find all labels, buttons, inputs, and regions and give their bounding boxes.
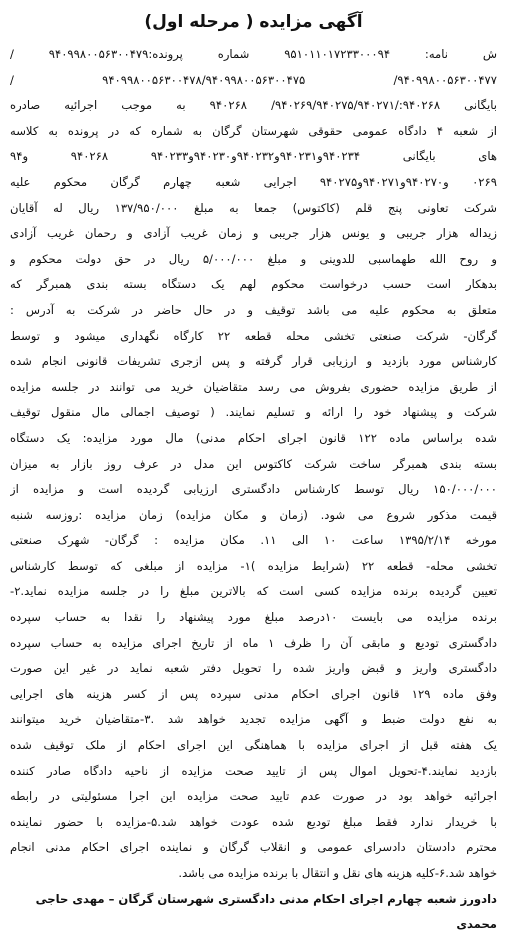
notice-line: شرکت تعاونی پنج قلم (کاکتوس) جمعا به مبلغ ۱۳۷/۹۵۰/۰۰۰ ریال له آقایان (10, 200, 497, 215)
notice-line: زیداله هزار جریبی و یونس هزار جریبی و زمان غریب آزادی و رحمان غریب آزادی (10, 226, 497, 241)
notice-line: اجرائیه خواهد بود در صورت عدم تایید صحت مزایده این اجرا مسئولیتی در رابطه (10, 789, 497, 804)
notice-line: ش نامه: ۹۵۱۰۱۱۰۱۷۲۳۳۰۰۰۹۴ شماره پرونده:۹۴۰۹۹۸۰۰۵۶۳۰۰۴۷۹ / (10, 47, 497, 61)
notice-line: شده براساس ماده ۱۲۲ قانون اجرای احکام مدنی) مال مورد مزایده: یک دستگاه (10, 430, 497, 445)
notice-line: شرکت و پیشنهاد خود را ارائه و تسلیم نمایند. ( توصیف اجمالی مال منقول توقیف (10, 405, 497, 420)
notice-line: وفق ماده ۱۲۹ قانون اجرای احکام مدنی سپرده پس از کسر هزینه های اجرایی (10, 686, 497, 701)
signature-line: دادورز شعبه چهارم اجرای احکام مدنی دادگستری شهرستان گرگان – مهدی حاجی (35, 891, 497, 906)
notice-line: دادگستری تودیع و مابقی آن را ظرف ۱ ماه از تاریخ اجرای مزایده به حساب سپرده (10, 635, 497, 650)
notice-line: مورخه ۱۳۹۵/۲/۱۴ ساعت ۱۰ الی ۱۱. مکان مزایده : گرگان- شهرک صنعتی (10, 533, 497, 548)
notice-line: تعیین گردیده برنده مزایده کسی است که بالاترین مبلغ را در جلسه مزایده نماید.۲- (10, 584, 497, 599)
notice-line: بازدید نمایند.۴-تحویل اموال پس از تایید صحت مزایده از ناحیه دادگاه صادر کننده (10, 763, 497, 778)
notice-line: ۰۲۶۹ و۹۴۰۲۷۰و۹۴۰۲۷۱و۹۴۰۲۷۵ اجرایی شعبه چهارم گرگان محکوم علیه (10, 174, 497, 189)
notice-line: متعلق به محکوم علیه می باشد توقیف و در حال حاضر در شرکت به آدرس : (10, 302, 497, 317)
notice-line: از شعبه ۴ دادگاه عمومی حقوقی شهرستان گرگان به شماره که در پرونده به کلاسه (10, 123, 497, 138)
notice-body (10, 42, 497, 887)
notice-line: بایگانی ۹۴۰۲۶۸:/۹۴۰۲۶۹/۹۴۰۲۷۵/۹۴۰۲۷۱/ ۹۴۰۲۶۸ به موجب اجرائیه صادره (10, 98, 497, 113)
notice-line: قیمت مذکور شروع می شود. (زمان و مکان مزایده) زمان مزایده :روزسه شنبه (10, 507, 497, 522)
notice-line: های بایگانی ۹۴۰۲۳۴و۹۴۰۲۳۱و۹۴۰۲۳۲و۹۴۰۲۳۰و۹۴۰۲۳۳ ۹۴۰۲۶۸ و۹۴ (10, 149, 497, 164)
notice-line: بدهکار است حسب درخواست محکوم لهم یک دستگاه بسته بندی همبرگر که (10, 277, 497, 292)
notice-line: برنده مزایده می بایست ۱۰درصد مبلغ مورد پیشنهاد را نقدا به حساب سپرده (10, 610, 497, 625)
notice-line: دادگستری واریز و قبض واریز شده را تحویل دفتر شعبه نماید در غیر این صورت (10, 661, 497, 676)
notice-line: بسته بندی همبرگر ساخت شرکت کاکتوس این مدل در عرف روز بازار به میزان (10, 456, 497, 471)
notice-line: ۹۴۰۹۹۸۰۰۵۶۳۰۰۴۷۷/ ۹۴۰۹۹۸۰۰۵۶۳۰۰۴۷۸/۹۴۰۹۹۸۰۰۵۶۳۰۰۴۷۵ / (10, 72, 497, 87)
notice-line: محترم دادستان دادسرای عمومی و انقلاب گرگان و نماینده اجرای احکام مدنی انجام (10, 840, 497, 855)
notice-line: و روح الله طهماسبی للدوینی و مبلغ ۵/۰۰۰/۰۰۰ ریال در حق دولت محکوم و (10, 251, 497, 266)
notice-line: به نفع دولت ضبط و آگهی مزایده تجدید خواهد شد .۳-متقاضیان خرید میتوانند (10, 712, 497, 727)
notice-line: با خریدار ندارد فقط مبلغ تودیع شده عودت خواهد شد.۵-مزایده با حضور نماینده (10, 814, 497, 829)
notice-line: تخشی محله- قطعه ۲۲ (شرایط مزایده )۱- مزایده از مبلغی که توسط کارشناس (10, 558, 497, 573)
notice-title: آگهی مزایده ( مرحله اول) (144, 12, 363, 32)
signature-line: محمدی (456, 916, 497, 931)
notice-line: ۱۵۰/۰۰۰/۰۰۰ ریال توسط کارشناس دادگستری ارزیابی گردیده است و مزایده از (10, 482, 497, 497)
notice-line: کارشناس مورد بازدید و ارزیابی قرار گرفته و پس ازجری تشریفات قانونی انجام شده (10, 354, 497, 369)
notice-signature (10, 887, 497, 937)
notice-line: خواهد شد.۶-کلیه هزینه های نقل و انتقال با برنده مزایده می باشد. (178, 866, 497, 880)
notice-line: گرگان- شرکت صنعتی تخشی محله قطعه ۲۲ کارگاه نگهداری میشود و توسط (10, 328, 497, 343)
notice-line: یک هفته قبل از اجرای مزایده با هماهنگی این اجرای احکام از ملک توقیف شده (10, 738, 497, 753)
notice-line: از طریق مزایده حضوری بفروش می رسد متقاضیان خرید می توانند در جلسه مزایده (10, 379, 497, 394)
